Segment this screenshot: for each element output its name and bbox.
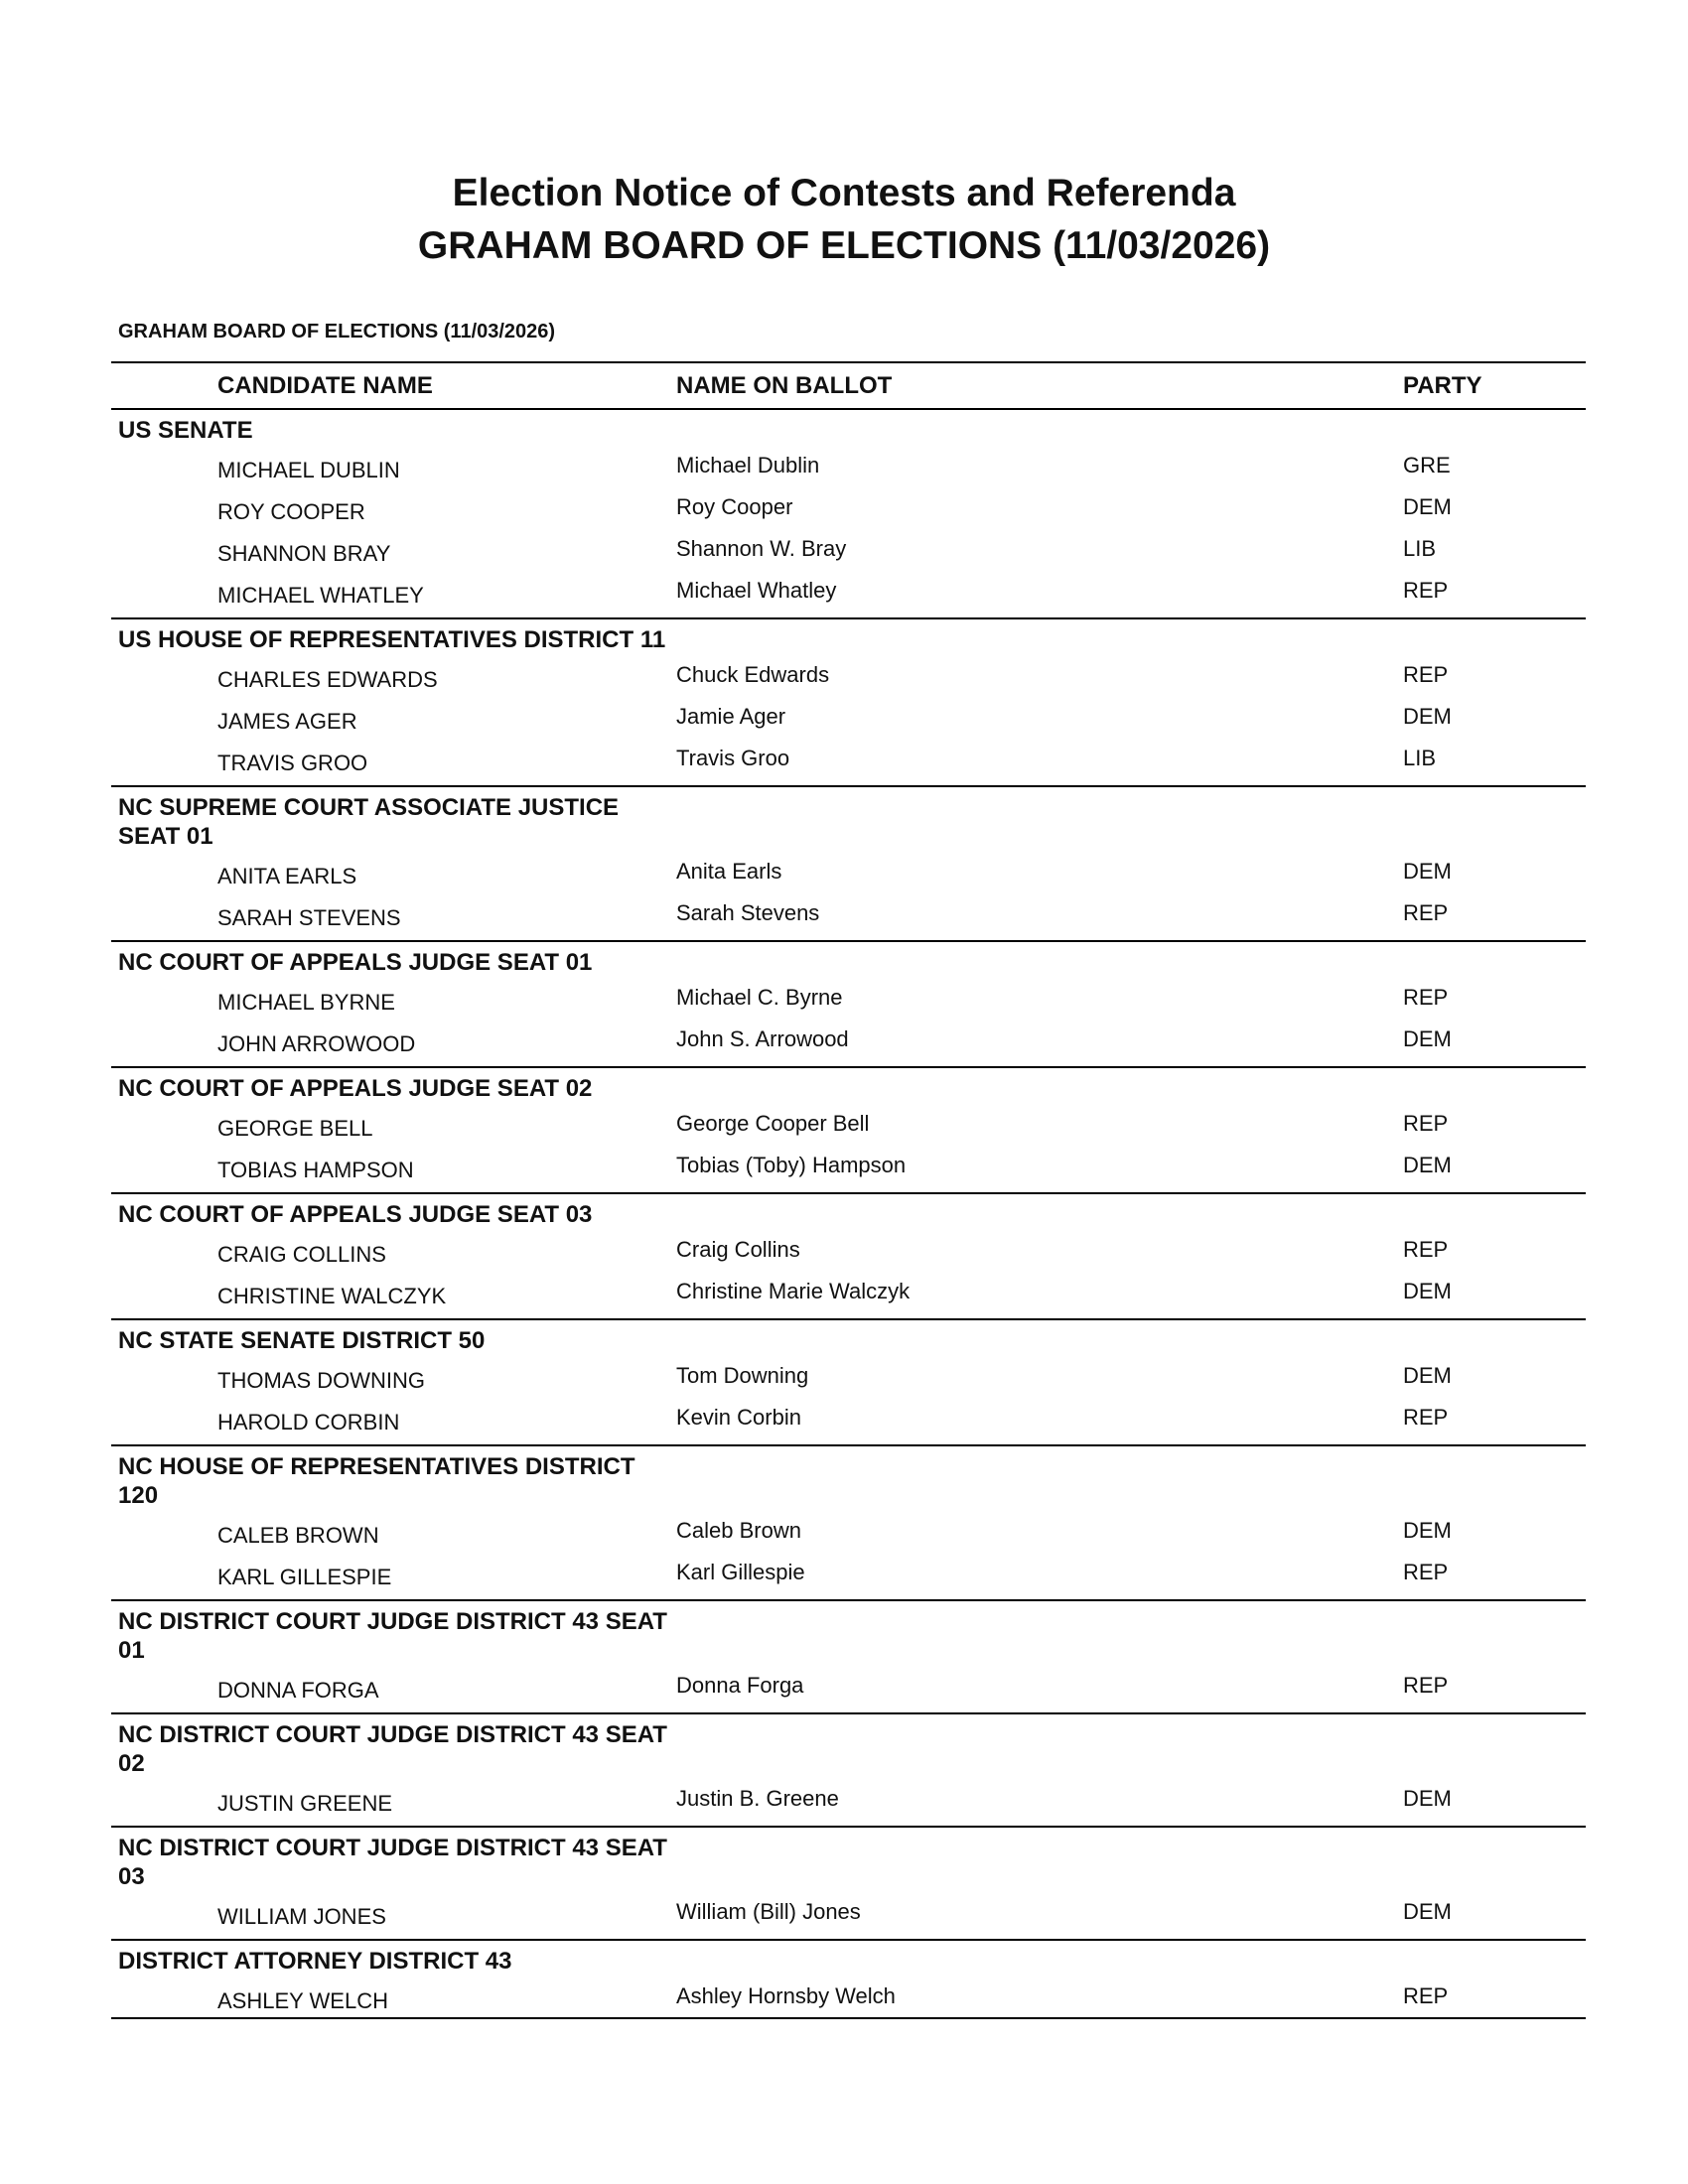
contest-block	[111, 410, 1586, 619]
contest-block	[111, 1941, 1586, 2019]
contest-block	[111, 1446, 1586, 1601]
contest-title: NC DISTRICT COURT JUDGE DISTRICT 43 SEAT 02	[118, 1721, 667, 1777]
party-code: DEM	[1403, 1153, 1452, 1177]
candidate-name: TRAVIS GROO	[217, 751, 368, 775]
name-on-ballot: George Cooper Bell	[676, 1111, 870, 1136]
contest-title: NC DISTRICT COURT JUDGE DISTRICT 43 SEAT 03	[118, 1835, 667, 1890]
name-on-ballot: William (Bill) Jones	[676, 1899, 861, 1924]
name-on-ballot: Karl Gillespie	[676, 1560, 805, 1584]
name-on-ballot: Roy Cooper	[676, 494, 793, 519]
candidate-row	[111, 1665, 1586, 1706]
contest-block	[111, 787, 1586, 942]
contest-title: US HOUSE OF REPRESENTATIVES DISTRICT 11	[118, 626, 666, 653]
contest-title: NC STATE SENATE DISTRICT 50	[118, 1327, 486, 1354]
column-header-party: PARTY	[1403, 372, 1482, 399]
party-code: DEM	[1403, 1279, 1452, 1303]
candidate-row	[111, 696, 1586, 738]
column-header-candidate: CANDIDATE NAME	[217, 372, 433, 399]
page-title	[0, 167, 1688, 272]
name-on-ballot: Tobias (Toby) Hampson	[676, 1153, 907, 1177]
candidate-name: CRAIG COLLINS	[217, 1242, 386, 1267]
candidate-name: MICHAEL BYRNE	[217, 990, 395, 1015]
table-header	[111, 363, 1586, 410]
candidate-row	[111, 486, 1586, 528]
contest-title: NC DISTRICT COURT JUDGE DISTRICT 43 SEAT 01	[118, 1608, 667, 1664]
candidate-name: JUSTIN GREENE	[217, 1791, 393, 1816]
name-on-ballot: Sarah Stevens	[676, 900, 820, 925]
party-code: DEM	[1403, 494, 1452, 519]
candidate-row	[111, 570, 1586, 612]
candidate-row	[111, 977, 1586, 1019]
party-code: REP	[1403, 1560, 1449, 1584]
party-code: REP	[1403, 1405, 1449, 1430]
candidate-name: ASHLEY WELCH	[217, 1988, 388, 2013]
candidate-name: ROY COOPER	[217, 499, 365, 524]
contest-title: NC HOUSE OF REPRESENTATIVES DISTRICT 120	[118, 1453, 635, 1509]
name-on-ballot: Anita Earls	[676, 859, 782, 884]
name-on-ballot: Jamie Ager	[676, 704, 786, 729]
candidate-row	[111, 1271, 1586, 1312]
candidate-name: MICHAEL WHATLEY	[217, 583, 424, 608]
candidate-name: CHRISTINE WALCZYK	[217, 1284, 447, 1308]
contests-table	[111, 361, 1586, 2019]
party-code: DEM	[1403, 704, 1452, 729]
name-on-ballot: Michael Dublin	[676, 453, 820, 478]
contest-block	[111, 942, 1586, 1068]
contests-list	[111, 410, 1586, 2019]
contest-block	[111, 1194, 1586, 1320]
contest-title: NC SUPREME COURT ASSOCIATE JUSTICE SEAT 01	[118, 794, 620, 850]
candidate-name: SARAH STEVENS	[217, 905, 401, 930]
title-line-1: Election Notice of Contests and Referenda	[452, 172, 1236, 214]
candidate-row	[111, 445, 1586, 486]
candidate-row	[111, 1552, 1586, 1593]
candidate-row	[111, 851, 1586, 892]
contest-title: DISTRICT ATTORNEY DISTRICT 43	[118, 1948, 512, 1975]
party-code: REP	[1403, 900, 1449, 925]
party-code: DEM	[1403, 1786, 1452, 1811]
name-on-ballot: Justin B. Greene	[676, 1786, 839, 1811]
party-code: REP	[1403, 1237, 1449, 1262]
contest-block	[111, 1828, 1586, 1941]
candidate-row	[111, 528, 1586, 570]
party-code: DEM	[1403, 859, 1452, 884]
name-on-ballot: Donna Forga	[676, 1673, 804, 1698]
candidate-name: KARL GILLESPIE	[217, 1565, 392, 1589]
name-on-ballot: John S. Arrowood	[676, 1026, 849, 1051]
candidate-row	[111, 1397, 1586, 1438]
contest-block	[111, 1601, 1586, 1714]
candidate-name: DONNA FORGA	[217, 1678, 379, 1703]
section-subheading: GRAHAM BOARD OF ELECTIONS (11/03/2026)	[118, 321, 556, 342]
name-on-ballot: Shannon W. Bray	[676, 536, 847, 561]
candidate-row	[111, 1510, 1586, 1552]
name-on-ballot: Caleb Brown	[676, 1518, 801, 1543]
contest-block	[111, 619, 1586, 787]
contest-title: US SENATE	[118, 417, 253, 444]
candidate-row	[111, 1778, 1586, 1820]
party-code: LIB	[1403, 746, 1437, 770]
name-on-ballot: Tom Downing	[676, 1363, 809, 1388]
name-on-ballot: Michael Whatley	[676, 578, 837, 603]
name-on-ballot: Michael C. Byrne	[676, 985, 843, 1010]
party-code: GRE	[1403, 453, 1451, 478]
candidate-name: TOBIAS HAMPSON	[217, 1158, 414, 1182]
contest-title: NC COURT OF APPEALS JUDGE SEAT 03	[118, 1201, 593, 1228]
party-code: REP	[1403, 578, 1449, 603]
name-on-ballot: Chuck Edwards	[676, 662, 830, 687]
name-on-ballot: Kevin Corbin	[676, 1405, 801, 1430]
party-code: REP	[1403, 662, 1449, 687]
name-on-ballot: Craig Collins	[676, 1237, 800, 1262]
candidate-row	[111, 1145, 1586, 1186]
party-code: REP	[1403, 985, 1449, 1010]
name-on-ballot: Travis Groo	[676, 746, 790, 770]
candidate-name: JOHN ARROWOOD	[217, 1031, 416, 1056]
candidate-name: HAROLD CORBIN	[217, 1410, 400, 1434]
candidate-row	[111, 1229, 1586, 1271]
party-code: REP	[1403, 1983, 1449, 2008]
party-code: LIB	[1403, 536, 1437, 561]
contest-block	[111, 1320, 1586, 1446]
party-code: REP	[1403, 1111, 1449, 1136]
title-line-2: GRAHAM BOARD OF ELECTIONS (11/03/2026)	[417, 224, 1271, 267]
candidate-name: GEORGE BELL	[217, 1116, 373, 1141]
contest-title: NC COURT OF APPEALS JUDGE SEAT 01	[118, 949, 593, 976]
candidate-name: SHANNON BRAY	[217, 541, 391, 566]
candidate-name: THOMAS DOWNING	[217, 1368, 425, 1393]
candidate-row	[111, 1019, 1586, 1060]
name-on-ballot: Christine Marie Walczyk	[676, 1279, 911, 1303]
candidate-row	[111, 1355, 1586, 1397]
party-code: DEM	[1403, 1899, 1452, 1924]
candidate-name: ANITA EARLS	[217, 864, 357, 888]
column-header-ballot: NAME ON BALLOT	[676, 372, 893, 399]
candidate-row	[111, 1891, 1586, 1933]
contest-block	[111, 1714, 1586, 1828]
party-code: DEM	[1403, 1363, 1452, 1388]
contest-block	[111, 1068, 1586, 1194]
party-code: DEM	[1403, 1026, 1452, 1051]
name-on-ballot: Ashley Hornsby Welch	[676, 1983, 896, 2008]
candidate-name: MICHAEL DUBLIN	[217, 458, 400, 482]
candidate-name: CHARLES EDWARDS	[217, 667, 438, 692]
contest-title: NC COURT OF APPEALS JUDGE SEAT 02	[118, 1075, 593, 1102]
candidate-row	[111, 654, 1586, 696]
candidate-row	[111, 1103, 1586, 1145]
candidate-name: CALEB BROWN	[217, 1523, 379, 1548]
candidate-row	[111, 892, 1586, 934]
candidate-row	[111, 738, 1586, 779]
candidate-name: WILLIAM JONES	[217, 1904, 386, 1929]
party-code: DEM	[1403, 1518, 1452, 1543]
candidate-name: JAMES AGER	[217, 709, 357, 734]
candidate-row	[111, 1976, 1586, 2011]
party-code: REP	[1403, 1673, 1449, 1698]
